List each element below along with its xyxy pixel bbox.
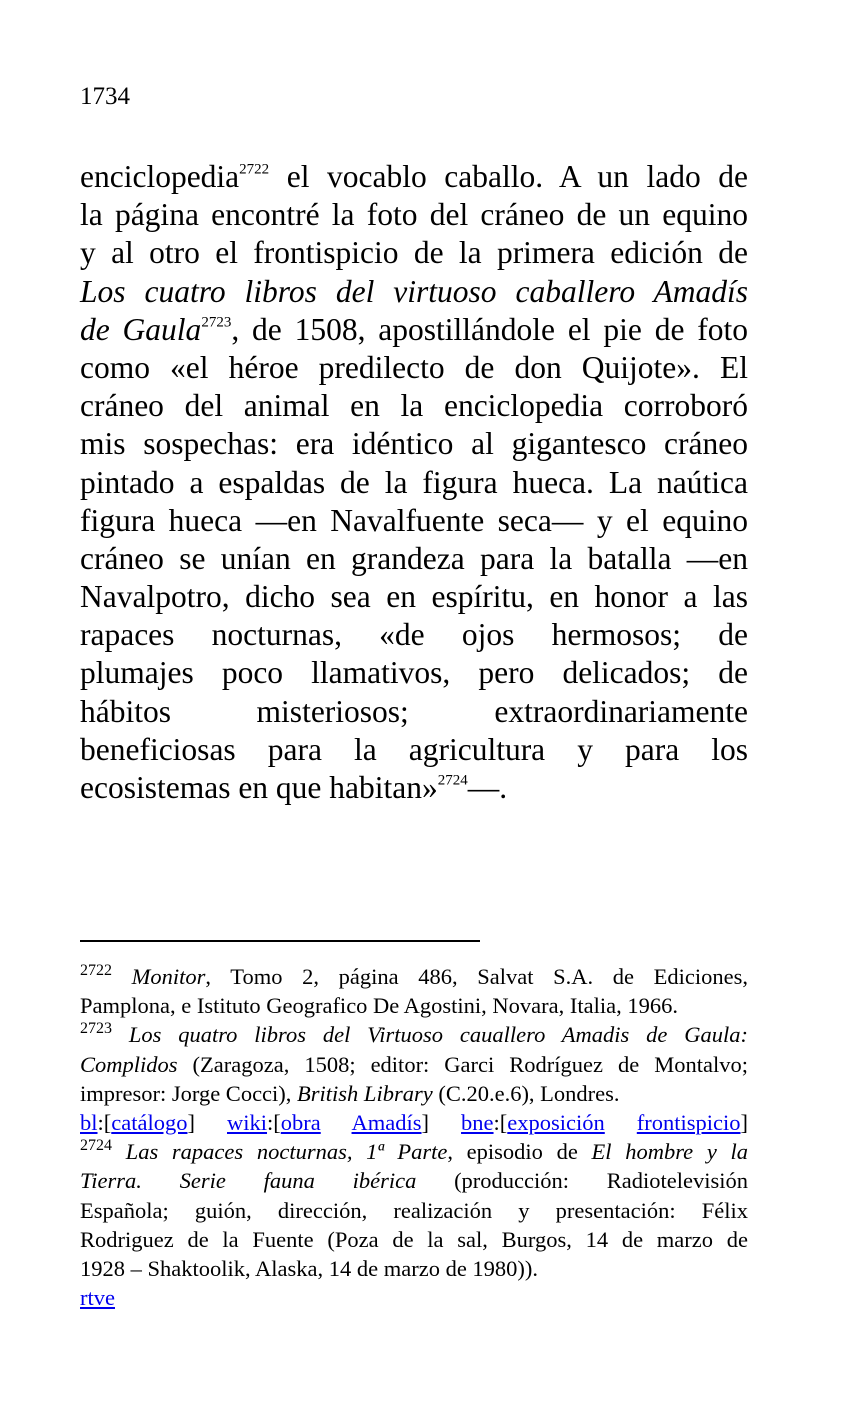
- text-line: rapaces nocturnas, «de ojos hermosos; de: [80, 617, 748, 653]
- text-line: figura hueca —en Navalfuente seca— y el equino: [80, 502, 748, 538]
- footnote-ref-2724[interactable]: 2724: [437, 772, 468, 789]
- amadis-link[interactable]: Amadís: [351, 1109, 422, 1135]
- text-line: Navalpotro, dicho sea en espíritu, en honor a las: [80, 579, 748, 615]
- bl-link[interactable]: bl: [80, 1109, 98, 1135]
- footnote-ref-2723[interactable]: 2723: [201, 314, 232, 331]
- text-line: mis sospechas: era idéntico al gigantesco cráneo: [80, 426, 748, 462]
- text-line: cráneo del animal en la enciclopedia corroboró: [80, 388, 748, 424]
- footnote-2724-line: Rodriguez de la Fuente (Poza de la sal, Burgos, 14 de marzo de: [80, 1226, 748, 1252]
- rtve-link[interactable]: rtve: [80, 1285, 115, 1311]
- footnote-number: 2723: [80, 1020, 112, 1038]
- footnote-separator: [80, 940, 480, 942]
- exposicion-link[interactable]: exposición: [507, 1109, 605, 1135]
- wiki-link[interactable]: wiki: [227, 1109, 268, 1135]
- footnote-2724-line: $^{2724}$ Las rapaces nocturnas, 1ª Parte, episodio de El hombre y la: [80, 1137, 749, 1165]
- page-number: 1734: [80, 83, 130, 110]
- text-line: plumajes poco llamativos, pero delicados; de: [80, 655, 748, 691]
- text-line: beneficiosas para la agricultura y para los: [80, 731, 748, 767]
- text-line: la página encontré la foto del cráneo de un equino: [80, 197, 748, 233]
- text-line: de Gaula$^{2723}$, de 1508, apostillándole el pie de foto: [80, 311, 748, 347]
- footnote-2723-line: Complidos (Zaragoza, 1508; editor: Garci Rodríguez de Montalvo;: [80, 1051, 748, 1077]
- text-line: ecosistemas en que habitan»$^{2724}$—.: [80, 770, 508, 805]
- footnote-2723-line: $^{2723}$ Los quatro libros del Virtuoso cauallero Amadis de Gaula:: [80, 1020, 749, 1048]
- bne-link[interactable]: bne: [461, 1109, 494, 1135]
- text-line: enciclopedia$^{2722}$ el vocablo caballo. A un lado de: [80, 159, 748, 194]
- footnote-number: 2724: [80, 1137, 112, 1155]
- text-line: hábitos misteriosos; extraordinariamente: [80, 693, 748, 729]
- footnote-2724-line: 1928 – Shaktoolik, Alaska, 14 de marzo de 1980)).: [80, 1255, 539, 1281]
- text-line: cráneo se unían en grandeza para la batalla —en: [80, 540, 748, 576]
- frontispicio-link[interactable]: frontispicio: [636, 1109, 741, 1135]
- footnotes: [80, 962, 748, 1312]
- footnote-2723-links: bl:[catálogo] wiki:[obra Amadís] bne:[exposición frontispicio]: [80, 1109, 749, 1135]
- text-line: como «el héroe predilecto de don Quijote». El: [80, 349, 748, 385]
- text-line: y al otro el frontispicio de la primera edición de: [80, 235, 748, 271]
- footnote-2724-line: Tierra. Serie fauna ibérica (producción: Radiotelevisión: [80, 1168, 748, 1194]
- obra-link[interactable]: obra: [280, 1109, 321, 1135]
- footnote-2722-line: $^{2722}$ Monitor, Tomo 2, página 486, Salvat S.A. de Ediciones,: [80, 962, 748, 989]
- text-line: pintado a espaldas de la figura hueca. La naútica: [80, 464, 748, 500]
- catalogo-link[interactable]: catálogo: [111, 1109, 188, 1135]
- body-text: [80, 158, 748, 807]
- footnote-2724-line: Española; guión, dirección, realización y presentación: Félix: [80, 1197, 748, 1223]
- footnote-ref-2722[interactable]: 2722: [239, 161, 270, 178]
- footnote-2724-line: [80, 1283, 748, 1312]
- footnote-2722-line: Pamplona, e Istituto Geografico De Agostini, Novara, Italia, 1966.: [80, 993, 678, 1019]
- text-line: Los cuatro libros del virtuoso caballero Amadís: [80, 273, 748, 309]
- footnote-number: 2722: [80, 962, 112, 980]
- footnote-2723-line: impresor: Jorge Cocci), British Library (C.20.e.6), Londres.: [80, 1080, 620, 1106]
